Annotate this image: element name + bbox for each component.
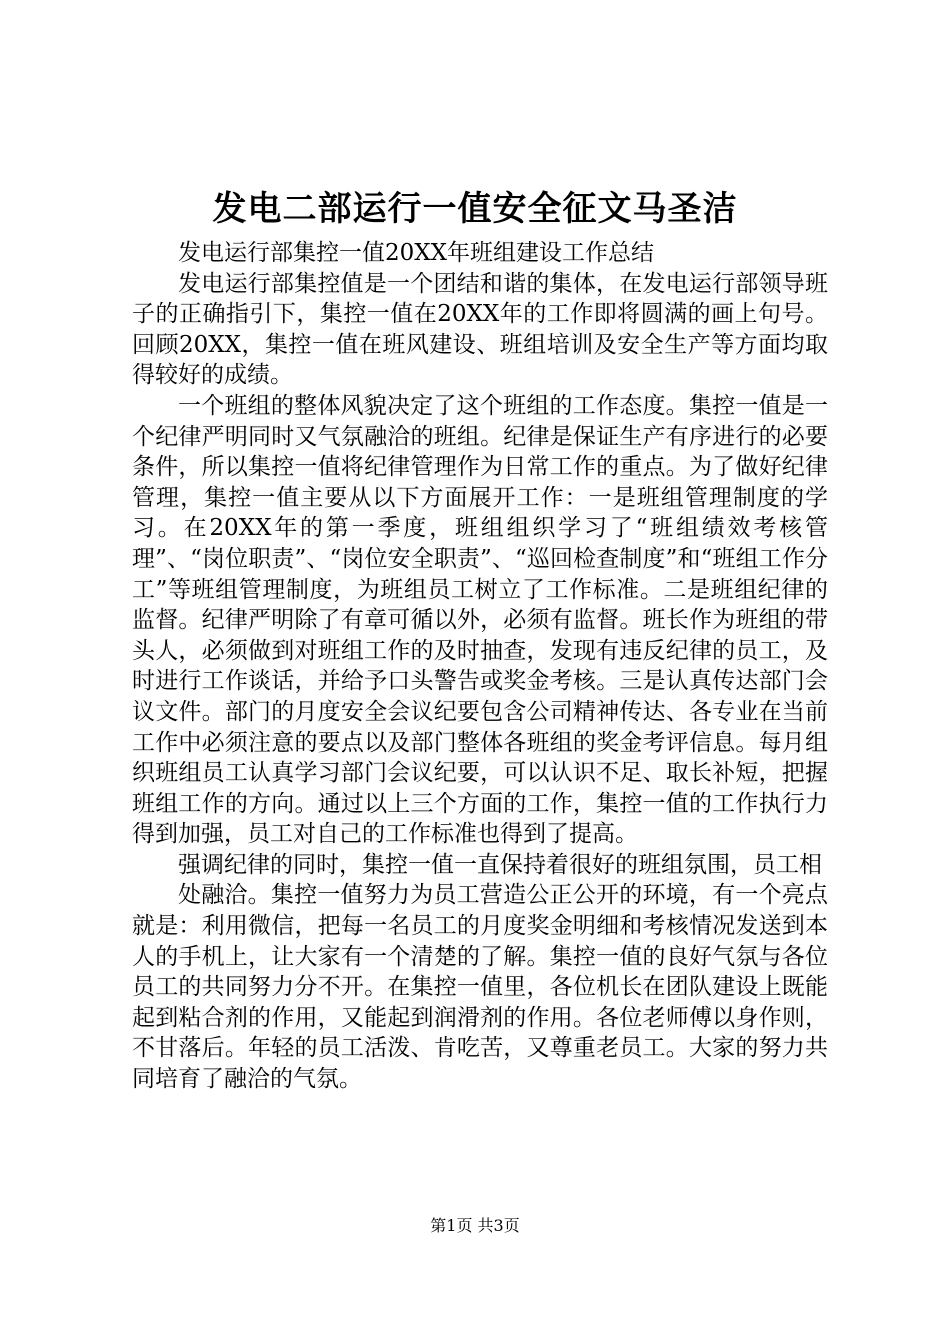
paragraph-atmosphere: 强调纪律的同时，集控一值一直保持着很好的班组氛围，员工相	[178, 851, 822, 878]
paragraph-discipline: 一个班组的整体风貌决定了这个班组的工作态度。集控一值是一个纪律严明同时又气氛融洽的班组。纪律是保证生产有序进行的必要条件，所以集控一值将纪律管理作为日常工作的重点。为了做好纪律管理，集控一值主要从以下方面展开工作：一是班组管理制度的学习。在20XX年的第一季度，班组组织学习了“班组绩效考核管理”、“岗位职责”、“岗位安全职责”、“巡回检查制度”和“班组工作分工”等班组管理制度，为班组员工树立了工作标准。二是班组纪律的监督。纪律严明除了有章可循以外，必须有监督。班长作为班组的带头人，必须做到对班组工作的及时抽查，发现有违反纪律的员工，及时进行工作谈话，并给予口头警告或奖金考核。三是认真传达部门会议文件。部门的月度安全会议纪要包含公司精神传达、各专业在当前工作中必须注意的要点以及部门整体各班组的奖金考评信息。每月组织班组员工认真学习部门会议纪要，可以认识不足、取长补短，把握班组工作的方向。通过以上三个方面的工作，集控一值的工作执行力得到加强，员工对自己的工作标准也得到了提高。	[132, 392, 828, 848]
document-body	[132, 238, 828, 1095]
document-title: 发电二部运行一值安全征文马圣洁	[212, 189, 738, 229]
paragraph-intro: 发电运行部集控值是一个团结和谐的集体，在发电运行部领导班子的正确指引下，集控一值在20XX年的工作即将圆满的画上句号。回顾20XX，集控一值在班风建设、班组培训及安全生产等方面均取得较好的成绩。	[132, 270, 828, 389]
paragraph-harmony: 处融洽。集控一值努力为员工营造公正公开的环境，有一个亮点就是：利用微信，把每一名员工的月度奖金明细和考核情况发送到本人的手机上，让大家有一个清楚的了解。集控一值的良好气氛与各位员工的共同努力分不开。在集控一值里，各位机长在团队建设上既能起到粘合剂的作用，又能起到润滑剂的作用。各位老师傅以身作则，不甘落后。年轻的员工活泼、肯吃苦，又尊重老员工。大家的努力共同培育了融洽的气氛。	[132, 882, 828, 1093]
page-number-footer: 第1页 共3页	[430, 1216, 520, 1235]
paragraph-subtitle: 发电运行部集控一值20XX年班组建设工作总结	[178, 240, 655, 266]
